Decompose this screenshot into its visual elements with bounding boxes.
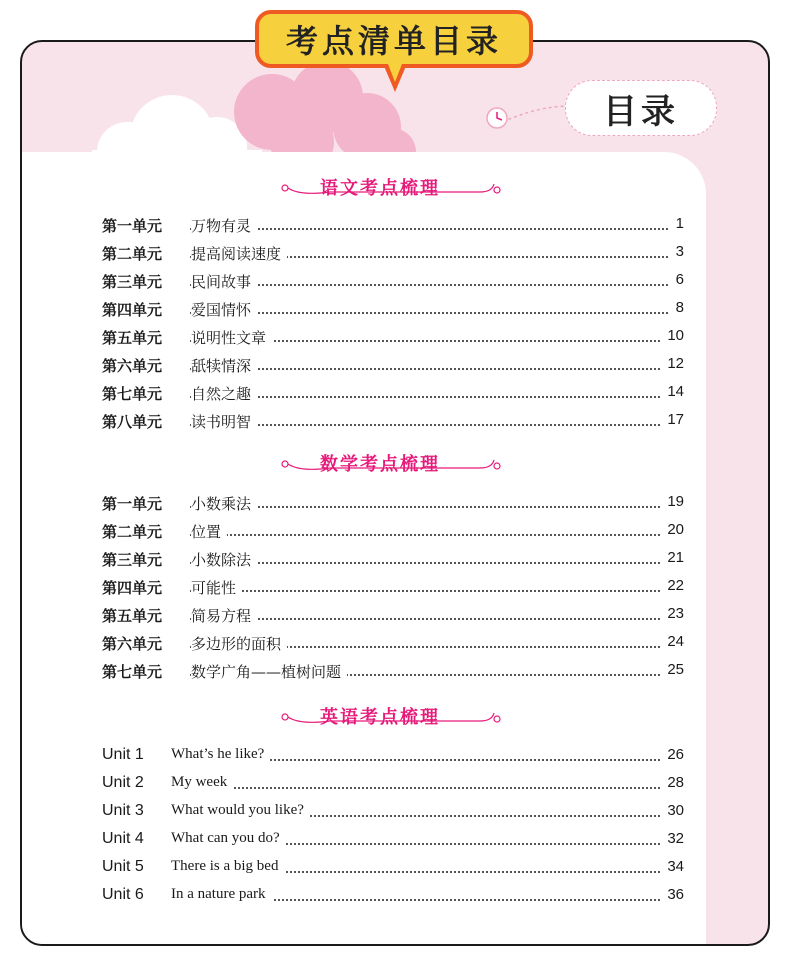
toc-page-number: 34 xyxy=(661,858,684,875)
dot-leader xyxy=(190,284,684,286)
toc-page-number: 26 xyxy=(661,746,684,763)
toc-page-number: 20 xyxy=(661,521,684,538)
toc-topic: 万物有灵 xyxy=(191,215,257,236)
section-heading-label: 语文考点梳理 xyxy=(320,178,440,199)
toc-page-number: 22 xyxy=(661,577,684,594)
toc-topic: 说明性文章 xyxy=(191,327,272,348)
dot-leader xyxy=(190,396,684,398)
toc-page-number: 28 xyxy=(661,774,684,791)
toc-page-number: 3 xyxy=(670,243,684,260)
toc-unit-label: 第七单元 xyxy=(102,663,163,681)
section-heading-english xyxy=(0,701,790,731)
toc-topic: My week xyxy=(171,774,233,791)
toc-entry[interactable] xyxy=(0,352,790,380)
toc-page-number: 17 xyxy=(661,411,684,428)
toc-topic: 数学广角——植树问题 xyxy=(191,661,347,682)
toc-topic: 民间故事 xyxy=(191,271,257,292)
toc-unit-label: 第四单元 xyxy=(102,301,163,319)
section-heading-chinese xyxy=(0,172,790,202)
dot-leader xyxy=(190,228,684,230)
toc-page-number: 25 xyxy=(661,661,684,678)
section-heading-label: 数学考点梳理 xyxy=(320,454,440,475)
toc-topic: 多边形的面积 xyxy=(191,633,287,654)
toc-entry[interactable] xyxy=(0,574,790,602)
toc-page-number: 1 xyxy=(670,215,684,232)
toc-topic: 可能性 xyxy=(191,577,242,598)
toc-entry[interactable] xyxy=(0,771,790,799)
toc-unit-label: 第四单元 xyxy=(102,579,163,597)
toc-page-number: 32 xyxy=(661,830,684,847)
toc-topic: 读书明智 xyxy=(191,411,257,432)
toc-unit-label: 第三单元 xyxy=(102,551,163,569)
dot-leader xyxy=(190,312,684,314)
toc-topic: What would you like? xyxy=(171,802,310,819)
section-heading-label: 英语考点梳理 xyxy=(320,707,440,728)
dot-leader xyxy=(190,534,684,536)
toc-entry[interactable] xyxy=(0,546,790,574)
toc-entry[interactable] xyxy=(0,240,790,268)
dot-leader xyxy=(190,506,684,508)
toc-page-number: 19 xyxy=(661,493,684,510)
dot-leader xyxy=(190,618,684,620)
toc-unit-label: 第六单元 xyxy=(102,357,163,375)
banner-pointer-inner xyxy=(388,64,402,82)
toc-unit-label: Unit 1 xyxy=(102,746,144,763)
toc-unit-label: 第五单元 xyxy=(102,607,163,625)
toc-topic: 提高阅读速度 xyxy=(191,243,287,264)
toc-page-number: 36 xyxy=(661,886,684,903)
toc-entry[interactable] xyxy=(0,855,790,883)
toc-unit-label: Unit 3 xyxy=(102,802,144,819)
toc-unit-label: 第一单元 xyxy=(102,217,163,235)
toc-entry[interactable] xyxy=(0,380,790,408)
toc-entry[interactable] xyxy=(0,212,790,240)
toc-page-number: 10 xyxy=(661,327,684,344)
page-title: 考点清单目录 xyxy=(255,10,533,68)
toc-entry[interactable] xyxy=(0,408,790,436)
toc-entry[interactable] xyxy=(0,518,790,546)
toc-unit-label: Unit 4 xyxy=(102,830,144,847)
toc-page-number: 8 xyxy=(670,299,684,316)
toc-topic: There is a big bed xyxy=(171,858,284,875)
toc-entry[interactable] xyxy=(0,883,790,911)
toc-page-number: 12 xyxy=(661,355,684,372)
toc-topic: In a nature park xyxy=(171,886,272,903)
toc-unit-label: 第五单元 xyxy=(102,329,163,347)
toc-unit-label: 第七单元 xyxy=(102,385,163,403)
toc-page-number: 23 xyxy=(661,605,684,622)
toc-topic: 爱国情怀 xyxy=(191,299,257,320)
toc-page-number: 6 xyxy=(670,271,684,288)
dot-leader xyxy=(190,368,684,370)
toc-entry[interactable] xyxy=(0,827,790,855)
toc-unit-label: 第二单元 xyxy=(102,523,163,541)
dot-leader xyxy=(190,590,684,592)
dot-leader xyxy=(190,787,684,789)
toc-page-number: 14 xyxy=(661,383,684,400)
toc-unit-label: 第六单元 xyxy=(102,635,163,653)
toc-unit-label: 第八单元 xyxy=(102,413,163,431)
toc-page-number: 21 xyxy=(661,549,684,566)
section-heading-math xyxy=(0,448,790,478)
toc-entry[interactable] xyxy=(0,743,790,771)
toc-page-number: 30 xyxy=(661,802,684,819)
toc-topic: 小数除法 xyxy=(191,549,257,570)
toc-unit-label: Unit 5 xyxy=(102,858,144,875)
toc-topic: What’s he like? xyxy=(171,746,270,763)
toc-entry[interactable] xyxy=(0,658,790,686)
contents-badge: 目录 xyxy=(565,80,717,136)
toc-topic: 自然之趣 xyxy=(191,383,257,404)
dot-leader xyxy=(190,562,684,564)
dot-leader xyxy=(190,424,684,426)
toc-page-number: 24 xyxy=(661,633,684,650)
toc-unit-label: Unit 6 xyxy=(102,886,144,903)
toc-topic: 舐犊情深 xyxy=(191,355,257,376)
toc-topic: What can you do? xyxy=(171,830,286,847)
toc-unit-label: 第一单元 xyxy=(102,495,163,513)
toc-entry[interactable] xyxy=(0,602,790,630)
toc-entry[interactable] xyxy=(0,296,790,324)
toc-topic: 小数乘法 xyxy=(191,493,257,514)
toc-unit-label: Unit 2 xyxy=(102,774,144,791)
toc-entry[interactable] xyxy=(0,630,790,658)
toc-topic: 位置 xyxy=(191,521,227,542)
toc-entry[interactable] xyxy=(0,268,790,296)
toc-entry[interactable] xyxy=(0,799,790,827)
toc-unit-label: 第三单元 xyxy=(102,273,163,291)
toc-topic: 简易方程 xyxy=(191,605,257,626)
toc-entry[interactable] xyxy=(0,490,790,518)
toc-entry[interactable] xyxy=(0,324,790,352)
toc-unit-label: 第二单元 xyxy=(102,245,163,263)
